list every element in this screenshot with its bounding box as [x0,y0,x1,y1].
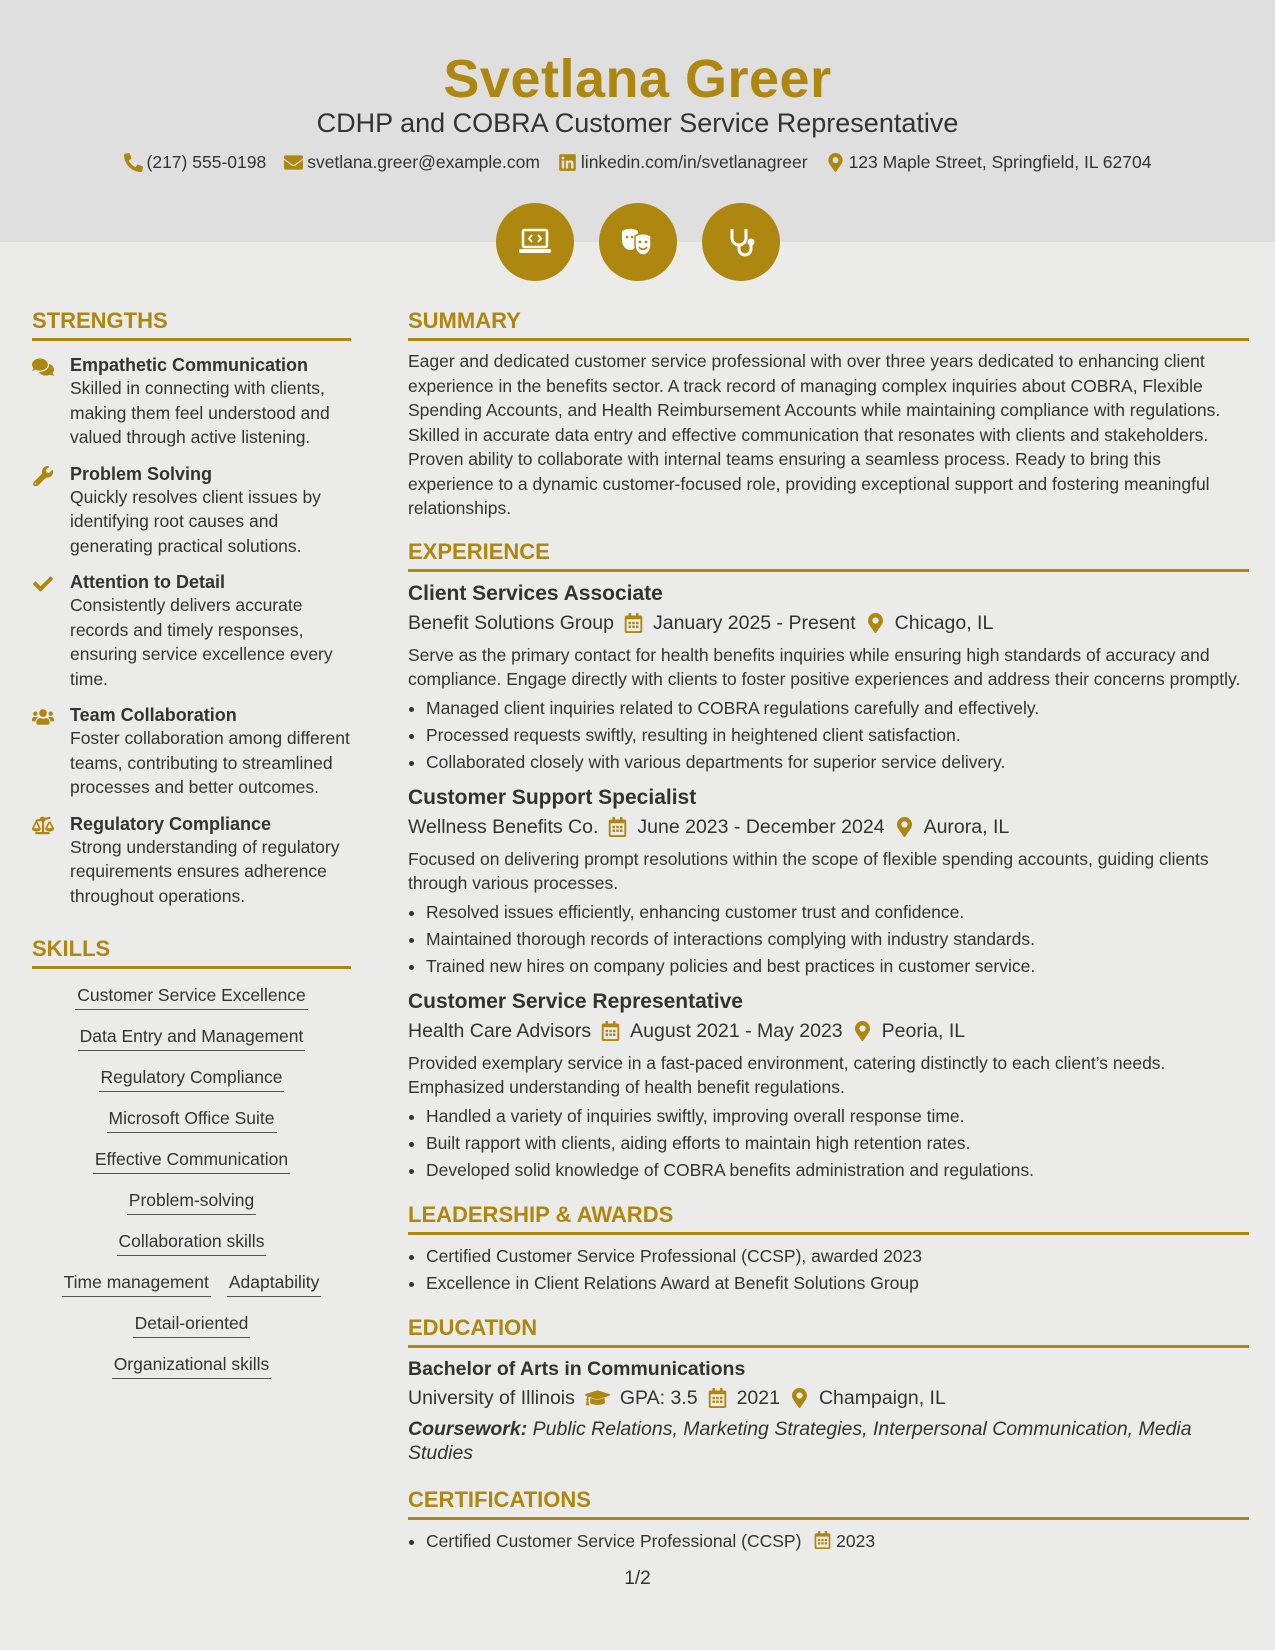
strength-title: Empathetic Communication [70,355,309,375]
school-location: Champaign, IL [818,1386,946,1409]
skill-tag: Detail-oriented [133,1313,251,1338]
certification-year: 2023 [836,1530,876,1551]
phone-icon [124,153,143,172]
map-marker-icon [853,1021,872,1041]
badge-stethoscope [702,203,780,281]
coursework-label: Coursework: [408,1417,528,1440]
experience-section [408,539,1249,1184]
linkedin-icon [558,153,577,172]
bullet-item: • Maintained thorough records of interactions complying with industry standards. [426,926,1249,953]
bullet-item: • Built rapport with clients, aiding efforts to maintain high retention rates. [426,1130,1249,1157]
skill-tag: Organizational skills [112,1354,272,1379]
strength-item [32,814,351,909]
strength-title: Regulatory Compliance [70,813,272,834]
strength-desc: Strong understanding of regulatory requirements ensures adherence throughout operations. [70,836,340,906]
graduation-cap-icon [585,1388,610,1408]
leadership-heading: LEADERSHIP & AWARDS [408,1202,1249,1235]
calendar-icon [814,1531,831,1549]
laptop-code-icon [515,222,555,262]
bullet-item: • Certified Customer Service Professional (CCSP), awarded 2023 [426,1243,1249,1270]
education-meta [408,1387,1249,1410]
contact-email[interactable] [284,152,540,173]
job-meta [408,1020,1249,1043]
summary-text: Eager and dedicated customer service professional with over three years dedicated to enhancing client experience in the benefits sector. A track record of managing complex inquiries about COBRA, Flexible Spending Accounts, and Health Reimbursement Accounts while maintaining compliance with regulations. Skilled in accurate data entry and effective communication that resonates with clients and stakeholders. Proven ability to collaborate with internal teams ensuring a seamless process. Ready to bring this experience to a dynamic customer-focused role, providing exceptional support and fostering meaningful relationships. [408,351,1221,518]
linkedin-text: linkedin.com/in/svetlanagreer [580,152,808,172]
job-dates: June 2023 - December 2024 [637,815,885,838]
envelope-icon [284,153,303,172]
degree-title: Bachelor of Arts in Communications [408,1357,746,1380]
certification-item [426,1528,1249,1555]
gpa: GPA: 3.5 [619,1386,698,1409]
calendar-icon [608,817,627,837]
badge-laptop [496,203,574,281]
bullet-item: • Trained new hires on company policies and best practices in customer service. [426,953,1249,980]
job-title: Client Services Associate [408,581,663,605]
theater-masks-icon [618,222,658,262]
left-column [32,308,351,1379]
job-title: Customer Support Specialist [408,785,697,809]
address-text: 123 Maple Street, Springfield, IL 62704 [848,152,1152,172]
bullet-item: • Developed solid knowledge of COBRA benefits administration and regulations. [426,1157,1249,1184]
strengths-heading: STRENGTHS [32,308,351,341]
skill-tag: Adaptability [227,1272,321,1297]
certifications-heading: CERTIFICATIONS [408,1487,1249,1520]
job-location: Peoria, IL [881,1019,966,1042]
job-dates: August 2021 - May 2023 [630,1019,843,1042]
leadership-list [408,1243,1249,1297]
job-bullets [408,695,1249,776]
skill-tag: Customer Service Excellence [75,985,308,1010]
skill-tag: Collaboration skills [117,1231,267,1256]
job-entry [408,582,1249,776]
strength-item [32,355,351,450]
bullet-item: • Excellence in Client Relations Award at Benefit Solutions Group [426,1270,1249,1297]
job-title: Customer Service Representative [408,989,743,1013]
stethoscope-icon [721,222,761,262]
certification-name: Certified Customer Service Professional (CCSP) [426,1530,802,1551]
calendar-icon [601,1021,620,1041]
calendar-icon [624,613,643,633]
page-number: 1/2 [624,1568,651,1589]
job-bullets [408,899,1249,980]
strength-desc: Quickly resolves client issues by identifying root causes and generating practical solutions. [70,486,321,556]
map-marker-icon [866,613,885,633]
job-dates: January 2025 - Present [652,611,856,634]
job-bullets [408,1103,1249,1184]
strength-desc: Skilled in connecting with clients, making them feel understood and valued through active listening. [70,378,330,447]
job-meta [408,612,1249,635]
contact-phone[interactable] [124,152,267,173]
certifications-section [408,1487,1249,1555]
job-location: Aurora, IL [923,815,1010,838]
job-company: Health Care Advisors [408,1019,592,1042]
strength-title: Problem Solving [70,463,213,484]
coursework [408,1417,1249,1465]
strength-item [32,572,351,691]
phone-text: (217) 555-0198 [146,152,267,172]
job-entry [408,786,1249,980]
contact-linkedin[interactable] [558,152,808,173]
leadership-section [408,1202,1249,1297]
bullet-item: • Handled a variety of inquiries swiftly, improving overall response time. [426,1103,1249,1130]
right-column [408,308,1249,1555]
skill-tag: Effective Communication [93,1149,290,1174]
job-desc: Provided exemplary service in a fast-paced environment, catering distinctly to each client’s needs. Emphasized understanding of health benefit regulations. [408,1052,1166,1097]
coursework-text: Public Relations, Marketing Strategies, Interpersonal Communication, Media Studies [408,1417,1192,1464]
skills-list [32,985,351,1379]
job-company: Benefit Solutions Group [408,611,614,634]
education-heading: EDUCATION [408,1315,1249,1348]
job-entry [408,990,1249,1184]
bullet-item: • Resolved issues efficiently, enhancing customer trust and confidence. [426,899,1249,926]
check-icon [32,574,54,594]
contact-bar [0,152,1275,173]
skills-heading: SKILLS [32,936,351,969]
bullet-item: • Processed requests swiftly, resulting in heightened client satisfaction. [426,722,1249,749]
strength-title: Team Collaboration [70,705,237,725]
skill-tag: Regulatory Compliance [99,1067,285,1092]
skill-tag: Data Entry and Management [78,1026,306,1051]
contact-address [826,152,1152,173]
calendar-icon [708,1388,727,1408]
strength-title: Attention to Detail [70,572,225,592]
skill-tag: Microsoft Office Suite [107,1108,277,1133]
map-marker-icon [826,153,845,172]
users-icon [32,707,54,727]
candidate-name: Svetlana Greer [443,49,832,109]
bullet-item: • Managed client inquiries related to COBRA regulations carefully and effectively. [426,695,1249,722]
strength-item [32,464,351,559]
email-text: svetlana.greer@example.com [307,152,540,172]
graduation-year: 2021 [736,1386,780,1409]
experience-heading: EXPERIENCE [408,539,1249,572]
badge-masks [599,203,677,281]
map-marker-icon [790,1388,809,1408]
education-section [408,1315,1249,1465]
job-company: Wellness Benefits Co. [408,815,599,838]
summary-heading: SUMMARY [408,308,1249,341]
badge-row [0,203,1275,281]
job-location: Chicago, IL [894,611,994,634]
certifications-list [408,1528,1249,1555]
school-name: University of Illinois [408,1386,575,1409]
strength-item [32,705,351,800]
map-marker-icon [895,817,914,837]
job-meta [408,816,1249,839]
strength-desc: Consistently delivers accurate records and timely responses, ensuring service excellence every time. [70,595,333,689]
skill-tag: Problem-solving [127,1190,256,1215]
job-desc: Serve as the primary contact for health benefits inquiries while ensuring high standards of accuracy and compliance. Engage directly with clients to foster positive experiences and address their concerns promptly. [408,644,1241,689]
wrench-icon [32,466,54,486]
bullet-item: • Collaborated closely with various departments for superior service delivery. [426,749,1249,776]
strength-desc: Foster collaboration among different teams, contributing to streamlined processes and better outcomes. [70,728,350,797]
balance-scale-icon [32,816,54,836]
comments-icon [32,357,54,377]
candidate-title: CDHP and COBRA Customer Service Representative [316,108,959,138]
skill-tag: Time management [62,1272,211,1297]
job-desc: Focused on delivering prompt resolutions within the scope of flexible spending accounts, guiding clients through various processes. [408,848,1209,893]
